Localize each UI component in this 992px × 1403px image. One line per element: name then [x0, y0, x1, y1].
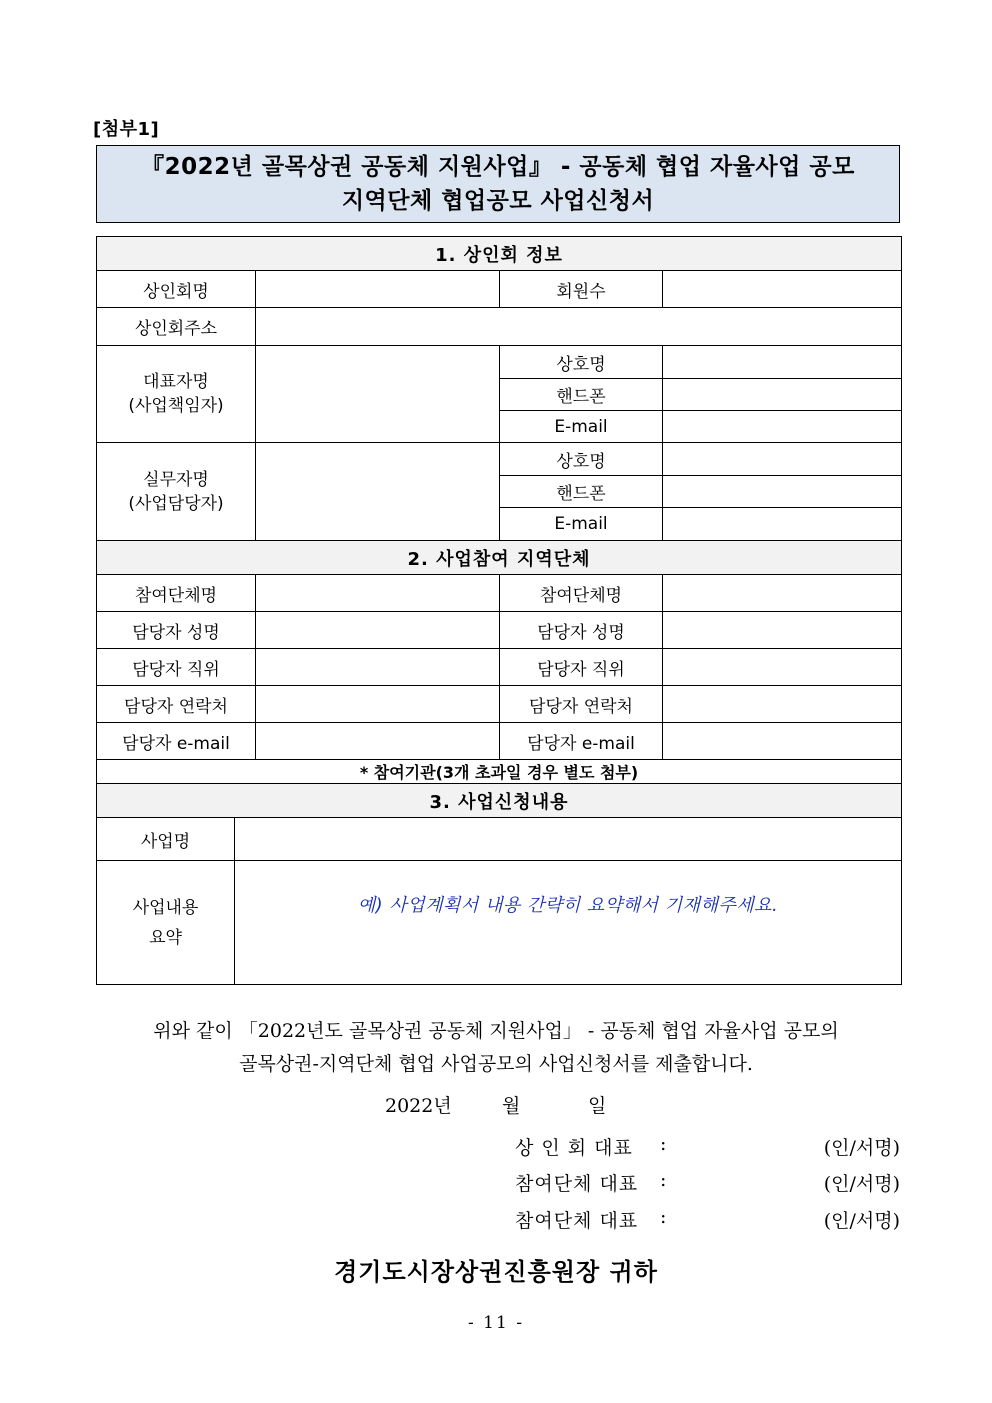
manager-email-field[interactable] [663, 508, 902, 541]
signature-row [515, 1133, 900, 1163]
project-summary-example: 예) 사업계획서 내용 간략히 요약해서 기재해주세요. [357, 895, 779, 916]
project-summary-label-line2: 요약 [149, 927, 182, 948]
representative-name-field[interactable] [256, 346, 500, 443]
signature-seal[interactable]: (인/서명) [823, 1137, 900, 1159]
attachment-label: [첨부1] [93, 119, 160, 140]
representative-label-line1: 대표자명 [143, 372, 209, 392]
page-number: - 11 - [468, 1313, 524, 1333]
signature-colon: : [660, 1206, 667, 1228]
signature-colon: : [660, 1169, 667, 1191]
contact-name-label-1: 담당자 성명 [97, 612, 256, 649]
representative-label-line2: (사업책임자) [128, 396, 224, 416]
merchant-name-label: 상인회명 [97, 271, 256, 308]
date-day: 일 [588, 1095, 607, 1117]
manager-shop-label: 상호명 [500, 443, 663, 476]
statement-line1: 위와 같이 「2022년도 골목상권 공동체 지원사업」 - 공동체 협업 자율사업 공모의 [153, 1020, 839, 1042]
section2-header: 2. 사업참여 지역단체 [97, 541, 902, 575]
contact-email-label-2: 담당자 e-mail [500, 723, 663, 760]
representative-shop-label: 상호명 [500, 346, 663, 379]
signature-role: 참여단체 대표 [515, 1173, 639, 1195]
contact-name-field-1[interactable] [256, 612, 500, 649]
project-summary-label [97, 861, 235, 985]
form-title-line1: 『2022년 골목상권 공동체 지원사업』 - 공동체 협업 자율사업 공모 [141, 154, 855, 180]
contact-email-field-2[interactable] [663, 723, 902, 760]
contact-title-label-1: 담당자 직위 [97, 649, 256, 686]
manager-phone-field[interactable] [663, 476, 902, 508]
manager-label-line1: 실무자명 [143, 469, 209, 490]
contact-phone-label-2: 담당자 연락처 [500, 686, 663, 723]
org-name-field-2[interactable] [663, 575, 902, 612]
contact-phone-field-2[interactable] [663, 686, 902, 723]
contact-name-label-2: 담당자 성명 [500, 612, 663, 649]
project-name-label: 사업명 [97, 818, 235, 861]
merchant-name-field[interactable] [256, 271, 500, 308]
manager-shop-field[interactable] [663, 443, 902, 476]
signature-row [515, 1169, 900, 1199]
org-name-label-1: 참여단체명 [97, 575, 256, 612]
manager-name-field[interactable] [256, 443, 500, 541]
signature-role: 상 인 회 대표 [515, 1137, 633, 1159]
signature-seal[interactable]: (인/서명) [823, 1210, 900, 1232]
representative-phone-field[interactable] [663, 379, 902, 411]
statement-text [0, 1015, 992, 1081]
contact-phone-label-1: 담당자 연락처 [97, 686, 256, 723]
date-month: 월 [502, 1095, 521, 1117]
manager-label [97, 443, 256, 541]
project-summary-label-line1: 사업내용 [132, 897, 199, 918]
representative-email-label: E-mail [500, 411, 663, 443]
project-name-field[interactable] [235, 818, 902, 861]
manager-email-label: E-mail [500, 508, 663, 541]
contact-email-label-1: 담당자 e-mail [97, 723, 256, 760]
org-name-field-1[interactable] [256, 575, 500, 612]
contact-title-label-2: 담당자 직위 [500, 649, 663, 686]
contact-phone-field-1[interactable] [256, 686, 500, 723]
org-name-label-2: 참여단체명 [500, 575, 663, 612]
application-form-table [96, 236, 902, 784]
contact-title-field-1[interactable] [256, 649, 500, 686]
contact-title-field-2[interactable] [663, 649, 902, 686]
representative-email-field[interactable] [663, 411, 902, 443]
section3-header: 3. 사업신청내용 [97, 784, 902, 818]
statement-line2: 골목상권-지역단체 협업 사업공모의 사업신청서를 제출합니다. [239, 1053, 753, 1075]
merchant-address-label: 상인회주소 [97, 308, 256, 346]
addressee: 경기도시장상권진흥원장 귀하 [334, 1258, 658, 1286]
form-title-line2: 지역단체 협업공모 사업신청서 [341, 188, 655, 214]
signature-role: 참여단체 대표 [515, 1210, 639, 1232]
representative-phone-label: 핸드폰 [500, 379, 663, 411]
contact-name-field-2[interactable] [663, 612, 902, 649]
signature-row [515, 1206, 900, 1236]
signature-seal[interactable]: (인/서명) [823, 1173, 900, 1195]
manager-label-line2: (사업담당자) [128, 493, 224, 514]
representative-label [97, 346, 256, 443]
member-count-label: 회원수 [500, 271, 663, 308]
contact-email-field-1[interactable] [256, 723, 500, 760]
section1-header: 1. 상인회 정보 [97, 237, 902, 271]
member-count-field[interactable] [663, 271, 902, 308]
participant-note: * 참여기관(3개 초과일 경우 별도 첨부) [97, 760, 902, 784]
merchant-address-field[interactable] [256, 308, 902, 346]
manager-phone-label: 핸드폰 [500, 476, 663, 508]
project-summary-field[interactable] [235, 861, 902, 985]
form-title-box [96, 145, 900, 223]
project-content-table [96, 783, 902, 985]
date-year: 2022년 [385, 1095, 452, 1117]
signature-colon: : [660, 1133, 667, 1155]
representative-shop-field[interactable] [663, 346, 902, 379]
